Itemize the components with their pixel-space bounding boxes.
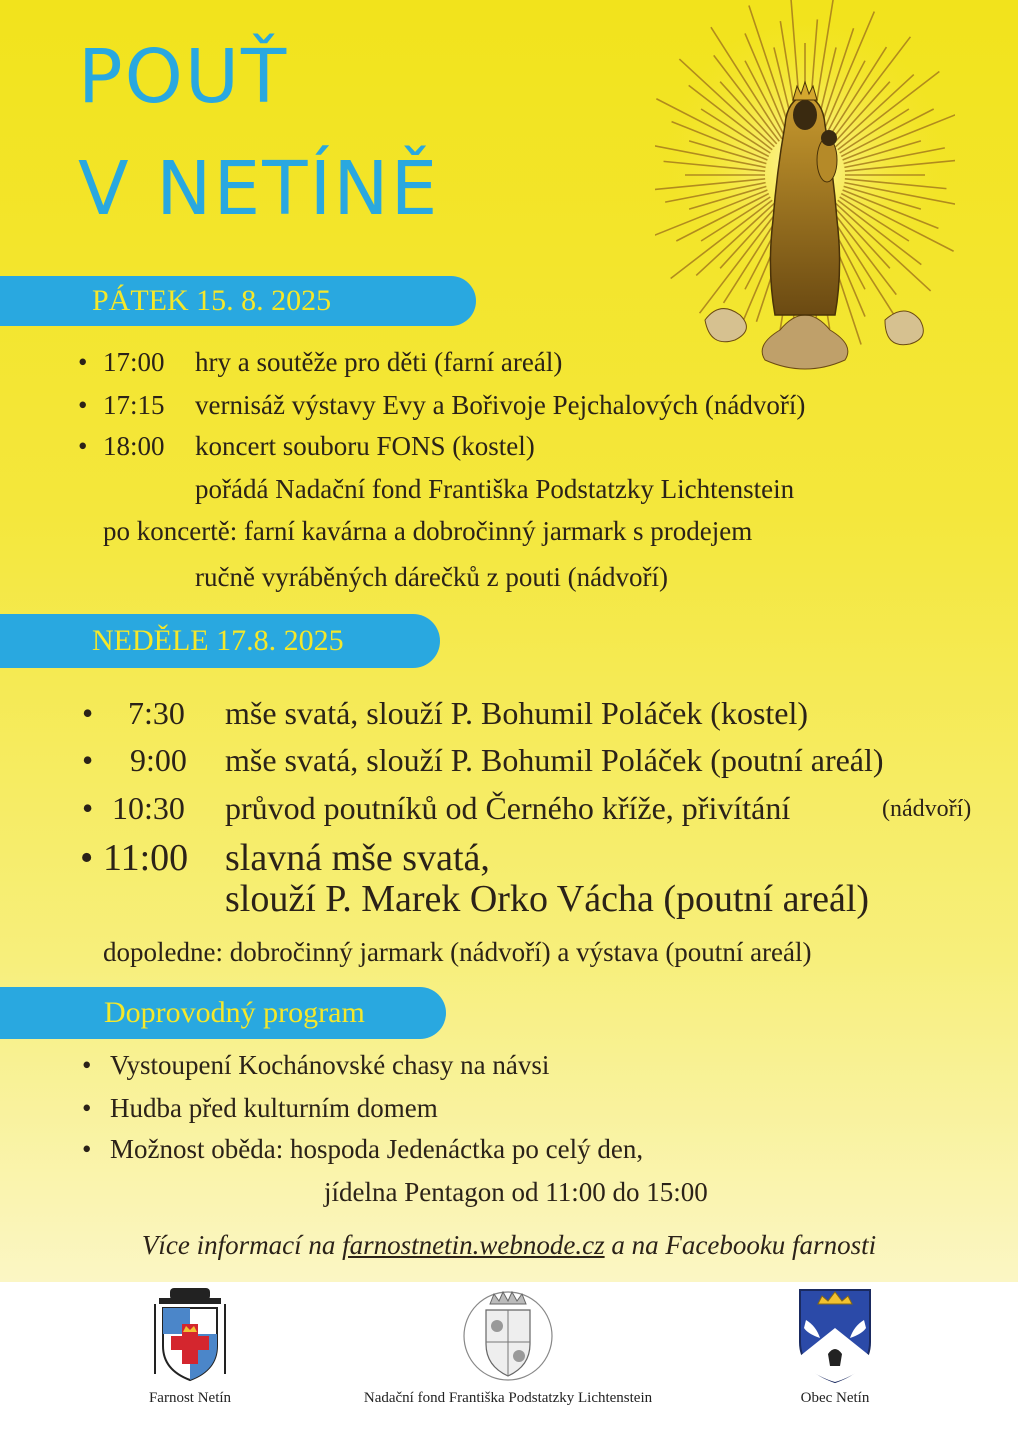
madonna-statue-illustration [655,0,955,385]
bullet: • [82,1134,92,1164]
parish-coat-of-arms-icon [145,1284,235,1384]
friday-text-2: vernisáž výstavy Evy a Bořivoje Pejchalových (nádvoří) [195,390,806,420]
sunday-text-4b: slouží P. Marek Orko Vácha (poutní areál) [225,878,870,920]
friday-after-2: ručně vyráběných dárečků z pouti (nádvoří) [195,562,669,592]
bullet: • [82,742,94,778]
sunday-header: NEDĚLE 17.8. 2025 [92,624,344,657]
bullet: • [78,390,88,420]
bullet: • [78,347,88,377]
sunday-text-3: průvod poutníků od Černého kříže, přivítání [225,790,791,826]
logo-label-3: Obec Netín [800,1390,870,1406]
friday-text-3: koncert souboru FONS (kostel) [195,431,535,461]
sunday-time-2: 9:00 [130,742,187,778]
footer-logos [0,1282,1018,1440]
farnost-logo [90,1282,290,1407]
program-item-1: Vystoupení Kochánovské chasy na návsi [110,1050,550,1080]
sunday-note-3: (nádvoří) [882,796,972,822]
title-line-2: V NETÍNĚ [78,146,440,232]
info-suffix: a na Facebooku farnosti [611,1230,877,1260]
bullet: • [82,1050,92,1080]
logo-label-1: Farnost Netín [148,1390,232,1406]
program-header: Doprovodný program [104,996,365,1029]
sunday-text-4: slavná mše svatá, [225,837,490,879]
friday-organizer: pořádá Nadační fond Františka Podstatzky Lichtenstein [195,474,795,504]
sunday-text-1: mše svatá, slouží P. Bohumil Poláček (kostel) [225,695,809,731]
sunday-time-1: 7:30 [128,695,185,731]
bullet: • [82,695,94,731]
foundation-logo [330,1282,686,1407]
info-prefix: Více informací na [141,1230,336,1260]
friday-banner [0,276,476,326]
logo-label-2: Nadační fond Františka Podstatzky Lichtenstein [363,1390,653,1406]
friday-time-1: 17:00 [103,347,165,377]
website-link[interactable]: farnostnetin.webnode.cz [342,1230,605,1260]
friday-after-1: po koncertě: farní kavárna a dobročinný jarmark s prodejem [103,516,753,546]
program-item-3b: jídelna Pentagon od 11:00 do 15:00 [324,1177,708,1207]
bullet: • [82,790,94,826]
program-banner [0,987,446,1039]
sunday-time-4: 11:00 [103,837,189,879]
friday-header: PÁTEK 15. 8. 2025 [92,284,332,317]
municipality-logo [735,1282,935,1407]
foundation-seal-icon [458,1284,558,1384]
bullet: • [78,431,88,461]
sunday-morning: dopoledne: dobročinný jarmark (nádvoří) a výstava (poutní areál) [103,937,812,967]
program-item-2: Hudba před kulturním domem [110,1093,438,1123]
sunday-text-2: mše svatá, slouží P. Bohumil Poláček (poutní areál) [225,742,884,778]
more-info [0,1230,1018,1261]
friday-time-3: 18:00 [103,431,165,461]
bullet: • [80,837,94,879]
sunday-banner [0,614,440,668]
municipality-coat-of-arms-icon [790,1284,880,1384]
sunday-time-3: 10:30 [112,790,185,826]
bullet: • [82,1093,92,1123]
title-line-1: POUŤ [78,34,289,120]
friday-time-2: 17:15 [103,390,165,420]
friday-text-1: hry a soutěže pro děti (farní areál) [195,347,563,377]
program-item-3: Možnost oběda: hospoda Jedenáctka po celý den, [110,1134,644,1164]
